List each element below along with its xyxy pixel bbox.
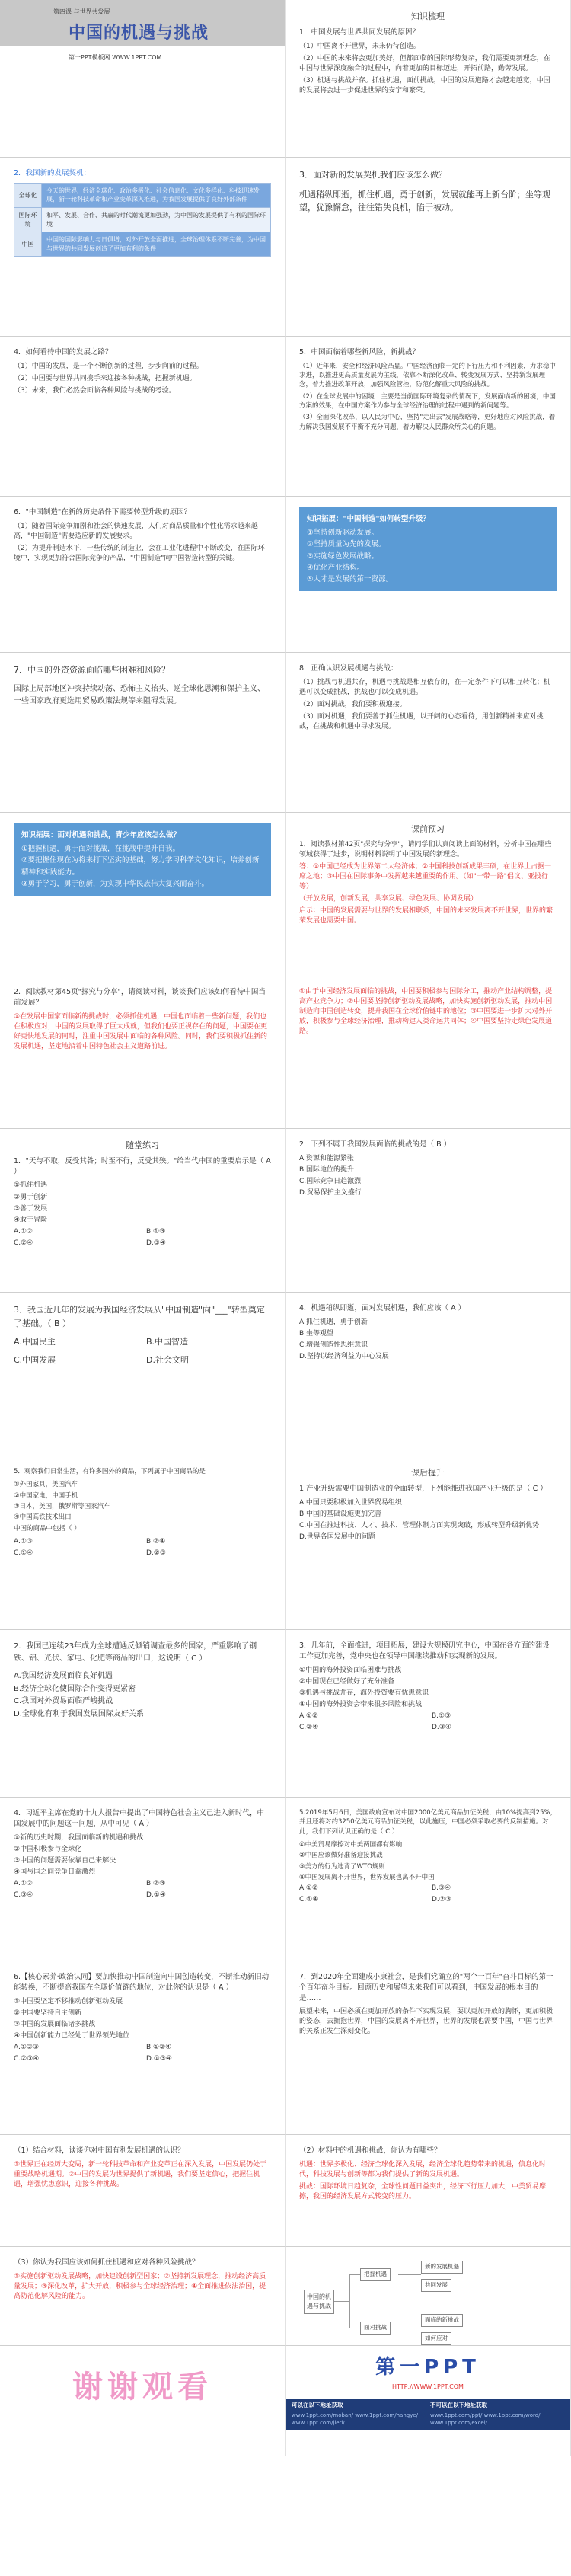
table-label: 国际环境 (14, 208, 42, 232)
option: ②中国家电，中国手机 (14, 1491, 78, 1500)
question: 中国的商品中包括（ ） (14, 1524, 81, 1532)
brand-logo: 第一PPT (375, 2356, 480, 2379)
option: D.全球化有利于我国发展国际友好关系 (14, 1709, 144, 1718)
option: A.我国经济发展面临良好机遇 (14, 1672, 113, 1680)
answer-line: （1）中国离不开世界，未来仍待创造。 (299, 42, 420, 50)
slide-foreign-investment (0, 653, 286, 813)
answer-line: （1）随着国际竞争加剧和社会的快速发展，人们对商品质量和个性化需求越来越高，"中国制造"需要适应新的发展要求。 (14, 522, 258, 540)
choice: A.①② (299, 1884, 318, 1893)
option: B.中国智造 (146, 1337, 189, 1347)
choice: C.③④ (14, 1890, 33, 1899)
answer-line: ①世界正在经历大变局，新一轮科技革命和产业变革正在深入发展，中国发展仍处于重要战略机遇期。②中国的发展为世界提供了新机遇，我们要坚定信心，把握住机遇，增强忧患意识，迎接各种挑战。 (14, 2160, 267, 2188)
slide-extension-youth (0, 813, 286, 976)
option: ①新的历史时期，我国面临新的机遇和挑战 (14, 1833, 144, 1842)
option: ③中国的发展面临诸多挑战 (14, 2020, 96, 2028)
table-label: 全球化 (14, 184, 42, 208)
option: A.抓住机遇，勇于创新 (299, 1318, 368, 1326)
choice: A.①② (299, 1711, 318, 1720)
choice-grid (14, 1336, 271, 1366)
list-item: ③勇于学习，勇于创新，为实现中华民族伟大复兴而奋斗。 (21, 879, 209, 888)
question: 3．我国近几年的发展为我国经济发展从"中国制造"向"___"转型奠定了基础。（ B ） (14, 1305, 265, 1328)
slide-practice-2 (286, 1129, 571, 1293)
slide-practice-5 (0, 1456, 286, 1630)
answer-line: （1）挑战与机遇共存，机遇与挑战是相互依存的，在一定条件下可以相互转化；机遇可以变成挑战，挑战也可以变成机遇。 (299, 678, 550, 696)
slide-view-opportunity (286, 653, 571, 813)
answer-line: 答：①中国已经成为世界第二大经济体；②中国科技创新成果丰硕，在世界上占据一席之地；③中国在国际事务中发挥越来越重要的作用。（如"一带一路"倡议、亚投行等） (299, 863, 552, 891)
option: A.资源和能源紧张 (299, 1154, 354, 1162)
answer-line: （2）在全球发展中的困境：主要是当前国际环境复杂的情况下，发展面临新的困境，中国方案的效果，在中国方案作为参与全球经济治理的过程中遇到的新问题等。 (299, 392, 556, 411)
option: A.中国只要积极加入世界贸易组织 (299, 1498, 402, 1507)
choice: C.①④ (14, 1548, 33, 1557)
mind-map (299, 2258, 557, 2346)
choice: C.①④ (299, 1896, 319, 1904)
slide-after-class-6 (0, 1961, 286, 2135)
answer-line: （2）中国要与世界共同携手来迎接各种挑战，把握新机遇。 (14, 374, 196, 382)
slide-thanks (0, 2346, 286, 2456)
question: 1．中国发展与世界共同发展的原因？ (299, 27, 420, 37)
slide-title: 2．我国新的发展契机： (14, 169, 91, 177)
choice: A.①② (14, 1879, 33, 1887)
slide-new-risks (286, 337, 571, 497)
option: ③美方的行为违背了WTO规则 (299, 1862, 385, 1871)
choice: D.③④ (432, 1723, 451, 1731)
footer-heading: 可以在以下地址获取 (292, 2402, 343, 2409)
option: D.世界各国发展中的问题 (299, 1532, 375, 1541)
question: 2．我国已连续23年成为全球遭遇反倾销调查最多的国家，严重影响了钢铁、铝、光伏、家电、化肥等商品的出口，这说明（ C ） (14, 1642, 257, 1663)
footer-heading: 不可以在以下地址获取 (430, 2402, 487, 2409)
question: 1．阅读教材第42页"探究与分享"，请同学们认真阅读上面的材料，分析中国在哪些领域获得了进步，说明材料说明了中国发展的新理念。 (299, 840, 552, 858)
answer-line: ①由于中国经济发展面临的挑战，中国要积极参与国际分工，推动产业结构调整，提高产业竞争力；②中国要坚持创新驱动发展战略，加快实施创新驱动发展，推动中国制造向中国创造转变，提升我国在全球价值链中的地位；③中国要进一步扩大对外开放，积极参与全球经济治理，推动构建人类命运共同体；④中国要坚持走绿色发展道路。 (299, 988, 553, 1036)
slide-material-q2 (286, 2135, 571, 2247)
choice: B.②④ (146, 1537, 166, 1545)
option: ④国与国之间竞争日益激烈 (14, 1868, 96, 1876)
question: 7．到2020年全面建成小康社会，是我们党确立的"两个一百年"奋斗目标的第一个百年奋斗目标。回顾历史和展望未来我们可以看到，中国发展的根本目的是…… (299, 1973, 553, 2002)
connector-line (349, 2274, 350, 2328)
answer-line: 机遇稍纵即逝，抓住机遇，勇于创新，发展就能再上新台阶；坐等观望，犹豫懈怠，往往错失良机，陷于被动。 (299, 189, 550, 213)
answer-line: （1）近年来，安全和经济风险凸显。中国经济面临一定的下行压力和不利因素，力求稳中求进，以推进更高质量发展为主线，依靠不断深化改革、转变发展方式、坚持新发展理念，着力推进改革开放，加强风险管控，防范化解重大风险的挑战。 (299, 362, 556, 389)
mind-map-node: 共同发展 (421, 2279, 451, 2292)
option: ①中美贸易摩擦对中美两国都有影响 (299, 1840, 403, 1849)
list-item: ⑤人才是发展的第一资源。 (307, 574, 394, 583)
footer-col (292, 2402, 426, 2427)
option: ①中国要坚定不移推动创新驱动发展 (14, 1997, 123, 2006)
list-item: ③实施绿色发展战略。 (307, 551, 379, 561)
answer-line: （3）面对机遇，我们要善于抓住机遇，以开阔的心态看待，用创新精神来应对挑战，在挑战和机遇中寻求发展。 (299, 712, 544, 730)
choice: B.②③ (146, 1879, 166, 1887)
question: 5．观察我们日常生活，有许多国外的商品，下列属于中国商品的是 (14, 1468, 206, 1475)
choice: C.②④ (299, 1723, 319, 1731)
question: 2．下列不属于我国发展面临的挑战的是（ B ） (299, 1140, 451, 1149)
slide-after-class-7 (286, 1961, 571, 2135)
option: C.国际竞争日趋激烈 (299, 1177, 362, 1185)
slide-extension-upgrade (286, 497, 571, 653)
question: 5.2019年5月6日，美国政府宣布对中国2000亿美元商品加征关税，由10%提高到25%，并且还将对约3250亿美元商品加征关税，以此施压，中国必须采取必要的反制措施。对此，我们下列认识正确的是（ C ） (299, 1809, 557, 1836)
option: B.经济全球化使国际合作变得更紧密 (14, 1684, 136, 1693)
answer-line: ①在发展中国家面临新的挑战时，必须抓住机遇，中国也面临着一些新问题，我们也在积极应对，中国的发展取得了巨大成就，但我们也要正视存在的问题，中国要在更好更快地发展的同时，注重中国发展中面临的各种风险。同时，我们要积极抓住新的发展机遇，坚定地沿着中国特色社会主义道路前进。 (14, 1012, 268, 1050)
option: ④中国创新能力已经处于世界领先地位 (14, 2031, 130, 2040)
question: （3）你认为我国应该如何抓住机遇和应对各种风险挑战？ (14, 2258, 199, 2267)
cover-slide (0, 0, 286, 158)
option: B.中国的基础设施更加完善 (299, 1510, 382, 1518)
option: D.社会文明 (146, 1355, 189, 1366)
answer-line: 机遇：世界多极化、经济全球化深入发展，经济全球化趋势带来的机遇，信息化时代，科技发展与创新等都为我们提供了新的发展机遇。 (299, 2160, 547, 2178)
question: 3．几年前，全面推进，项目拓展，建设大规模研究中心，中国在各方面的建设工作更加完善，党中央也在领导中国继续推动和实现新的发展。 (299, 1641, 550, 1660)
answer-line: 启示：中国的发展需要与世界的发展相联系，中国的未来发展离不开世界，世界的繁荣发展也需要中国。 (299, 907, 553, 925)
option: ④中国的海外投资会带来很多风险和挑战 (299, 1700, 423, 1708)
mind-map-node: 面临的新挑战 (421, 2314, 463, 2327)
slide-opportunity-table (0, 158, 286, 337)
footer-links[interactable]: www.1ppt.com/ppt/ www.1ppt.com/word/ www.1ppt.com/excel/ (430, 2412, 541, 2427)
extension-box (299, 507, 557, 591)
question: （1）结合材料，谈谈你对中国有利发展机遇的认识？ (14, 2146, 185, 2155)
slide-title: 课前预习 (411, 824, 445, 834)
slide-development-road (0, 337, 286, 497)
slide-after-class-3 (286, 1630, 571, 1798)
slide-title: 4．如何看待中国的发展之路？ (14, 348, 113, 356)
option: B.坐等观望 (299, 1329, 334, 1338)
choice-grid (14, 1537, 271, 1558)
slide-knowledge-1 (286, 0, 571, 158)
answer-line: 国际上局部地区冲突持续动荡、恐怖主义抬头、逆全球化思潮和保护主义、一些国家政府更选用贸易政策法规等来阻碍发展。 (14, 684, 265, 705)
question: 6.【核心素养·政治认同】要加快推动中国制造向中国创造转变，不断推动新旧动能转换，不断提高我国在全球价值链的地位，对此你的认识是（ A ） (14, 1973, 270, 1992)
cover-label: 第四课 与世界共发展 (53, 8, 110, 15)
choice: A.①③ (14, 1537, 33, 1545)
question: 1．"天与不取，反受其咎；时至不行，反受其殃。"给当代中国的重要启示是（ A ） (14, 1156, 271, 1176)
slide-title: 5．中国面临着哪些新风险，新挑战？ (299, 348, 420, 356)
question: （2）材料中的机遇和挑战，你认为有哪些？ (299, 2146, 442, 2155)
mind-map-node: 面对挑战 (360, 2322, 391, 2335)
option: ②中国要坚持自主创新 (14, 2009, 82, 2017)
option: A.中国民主 (14, 1337, 56, 1347)
cover-title: 中国的机遇与挑战 (69, 24, 209, 43)
option: ③机遇与挑战并存，海外投资要有忧患意识 (299, 1689, 429, 1697)
slide-title: 随堂练习 (126, 1140, 159, 1150)
choice: B.①③ (146, 1227, 166, 1235)
choice: D.①③④ (146, 2054, 172, 2063)
choice: B.①③ (432, 1711, 451, 1720)
table-cell: 和平、发展、合作、共赢的时代潮流更加强劲，为中国的发展提供了有利的国际环境 (42, 208, 270, 232)
connector-line (349, 2274, 360, 2275)
option: B.国际地位的提升 (299, 1165, 355, 1174)
choice: B.①②④ (146, 2043, 172, 2051)
option: ①外国家具，美国汽车 (14, 1481, 78, 1489)
answer-line: （2）为提升制造水平，一些传统的制造业，会在工业化进程中不断改变，在国际环境中，实现更加符合国际竞争的产品，"中国制造"向中国智造转型的关键。 (14, 544, 265, 562)
table-label: 中国 (14, 232, 42, 257)
choice-grid (14, 1879, 271, 1900)
choice: D.③④ (146, 1238, 166, 1247)
extension-box (14, 823, 271, 896)
slide-title: 知识梳理 (411, 11, 445, 21)
option: ②中国应该做好准备迎接挑战 (299, 1852, 383, 1860)
option: ②勇于创新 (14, 1193, 48, 1201)
option: ③中国的问题需要依靠自己来解决 (14, 1856, 116, 1865)
question: 4．机遇稍纵即逝，面对发展机遇，我们应该（ A ） (299, 1304, 466, 1312)
choice: D.①④ (146, 1890, 166, 1899)
question: 1.产业升级需要中国制造业的全面转型，下列能推进我国产业升级的是（ C ） (299, 1484, 547, 1493)
slide-preview (286, 813, 571, 976)
cover-subtitle: 第一PPT模板网 WWW.1PPT.COM (69, 54, 162, 61)
footer-bar (286, 2399, 570, 2430)
choice: D.②③ (432, 1896, 451, 1904)
slide-what-to-do (286, 158, 571, 337)
box-title: 知识拓展："中国制造"如何转型升级？ (307, 515, 430, 523)
option: ③日本，美国，俄罗斯等国家汽车 (14, 1502, 110, 1510)
choice-grid (14, 1227, 271, 1248)
slide-after-class-4 (0, 1798, 286, 1961)
option: ②中国积极参与全球化 (14, 1845, 82, 1853)
option: D.贸易保护主义盛行 (299, 1188, 362, 1197)
slide-made-in-china (0, 497, 286, 653)
choice: A.①②③ (14, 2043, 40, 2051)
choice: D.②③ (146, 1548, 166, 1557)
choice: B.③④ (432, 1884, 451, 1893)
option: D.坚持以经济利益为中心发展 (299, 1352, 389, 1360)
connector-line (334, 2301, 349, 2302)
option: ②中国现在已经做好了充分准备 (299, 1677, 395, 1686)
list-item: ①坚持创新驱动发展。 (307, 529, 379, 538)
opportunity-table (14, 183, 271, 258)
option: ④敢于冒险 (14, 1216, 48, 1224)
slide-mind-map (286, 2247, 571, 2346)
brand-url: HTTP://WWW.1PPT.COM (392, 2383, 464, 2390)
slide-explore-2 (0, 976, 286, 1129)
slide-explore-2-cont (286, 976, 571, 1129)
mind-map-node: 把握机遇 (360, 2268, 391, 2281)
option: ④中国高铁技术出口 (14, 1513, 72, 1522)
answer-line: 挑战：国际环境日趋复杂，全球性问题日益突出，经济下行压力加大，中美贸易摩擦，我国的经济发展方式转变的压力。 (299, 2182, 547, 2200)
slide-title: 6．"中国制造"在新的历史条件下需要转型升级的原因？ (14, 508, 192, 516)
option: ①中国的海外投资面临困难与挑战 (299, 1666, 402, 1674)
question: 4．习近平主席在党的十九大报告中提出了中国特色社会主义已进入新时代，中国发展中的问题这一问题，从中可见（ A ） (14, 1809, 265, 1828)
slide-after-class-5 (286, 1798, 571, 1961)
slide-practice-3 (0, 1293, 286, 1456)
answer-line: ①实施创新驱动发展战略，加快建设创新型国家；②坚持新发展理念，推动经济高质量发展；③深化改革，扩大开放，积极参与全球经济治理；④全面推进依法治国，提高防范化解风险的能力。 (14, 2272, 266, 2300)
box-title: 知识拓展：面对机遇和挑战，青少年应该怎么做？ (21, 831, 181, 839)
list-item: ②坚持质量为先的发展。 (307, 540, 386, 549)
slide-title: 3．面对新的发展契机我们应该怎么做？ (299, 170, 447, 180)
slide-title: 8．正确认识发展机遇与挑战： (299, 664, 398, 673)
footer-col (430, 2402, 564, 2427)
slide-material-q3 (0, 2247, 286, 2346)
option: ④中国发展离不开世界，世界发展也离不开中国 (299, 1873, 435, 1881)
answer-line: （开放发展，创新发展，共享发展、绿色发展、协调发展） (299, 895, 478, 903)
choice: A.①② (14, 1227, 33, 1235)
option: ①抓住机遇 (14, 1181, 48, 1190)
mind-map-node: 新的发展机遇 (421, 2261, 463, 2274)
slide-after-class-2 (0, 1630, 286, 1798)
mind-map-root: 中国的机遇与挑战 (304, 2290, 334, 2314)
option: ③善于发展 (14, 1204, 48, 1213)
slide-practice-1 (0, 1129, 286, 1293)
list-item: ①把握机遇，勇于面对挑战，在挑战中提升自我。 (21, 845, 180, 854)
table-cell: 中国的国际影响力与日俱增，对外开放全面推进，全球治理体系不断完善，为中国与世界的共同发展创造了更加有利的条件 (42, 232, 270, 257)
slide-title: 课后提升 (411, 1468, 445, 1478)
choice-grid (299, 1711, 557, 1733)
table-cell: 今天的世界，经济全球化、政治多极化、社会信息化、文化多样化、科技迅速发展，新一轮科技革命和产业变革深入推进，为我国发展提供了良好外部条件 (42, 184, 270, 208)
slide-after-class-1 (286, 1456, 571, 1630)
answer-line: （2）面对挑战，我们要积极迎接。 (299, 700, 407, 708)
footer-links[interactable]: www.1ppt.com/moban/ www.1ppt.com/hangye/ www.1ppt.com/jieri/ (292, 2412, 419, 2427)
list-item: ④优化产业结构。 (307, 563, 365, 572)
slide-end-logo (286, 2346, 571, 2456)
slide-practice-4 (286, 1293, 571, 1456)
option: C.中国在推进科技、人才、技术、管理体制方面实现突破，形成转型升级新优势 (299, 1521, 540, 1529)
option: C.我国对外贸易面临严峻挑战 (14, 1697, 113, 1705)
answer-line: （2）中国的未来将会更加美好，但都面临的国际形势复杂，我们需要更新理念，在中国与世界深度融合的过程中，向着更加的目标迈进，开拓前路，勤劳发展。 (299, 54, 550, 72)
thanks-text: 谢谢观看 (72, 2370, 212, 2405)
option: C.中国发展 (14, 1355, 56, 1366)
answer-line: （3）全面深化改革，以人民为中心，坚持"走出去"发展战略等，更好地应对风险挑战，着力解决我国发展不平衡不充分问题，着力解决人民群众所关心的问题。 (299, 414, 556, 431)
question: 2．阅读教材第45页"探究与分享"，请阅读材料，谈谈我们应该如何看待中国当前发展？ (14, 988, 266, 1007)
choice-grid (14, 2043, 271, 2064)
slide-title: 7．中国的外资资源面临哪些困难和风险？ (14, 665, 170, 675)
choice: C.②③④ (14, 2054, 40, 2063)
list-item: ②要把握住现在为将来打下坚实的基础，努力学习科学文化知识，培养创新精神和实践能力。 (21, 856, 260, 877)
choice-grid (299, 1884, 557, 1905)
answer-line: 展望未来，中国必须在更加开放的条件下实现发展，要以更加开放的胸怀，更加积极的姿态，去拥抱世界，中国的发展离不开世界，世界的发展也需要中国，中国与世界的关系正发生深刻变化。 (299, 2008, 553, 2036)
slide-material-q1 (0, 2135, 286, 2247)
connector-line (398, 2274, 421, 2275)
option: C.增强创造性思维意识 (299, 1341, 368, 1349)
choice: C.②④ (14, 1238, 33, 1247)
answer-line: （3）未来，我们必然会面临各种风险与挑战的考验。 (14, 386, 176, 395)
answer-line: （3）机遇与挑战并存。抓住机遇，面前挑战，中国的发展道路才会越走越宽，中国的发展将会进一步促进世界的安宁和繁荣。 (299, 76, 550, 94)
answer-line: （1）中国的发展，是一个不断创新的过程，步步向前的过程。 (14, 362, 203, 370)
mind-map-node: 如何应对 (421, 2332, 451, 2345)
